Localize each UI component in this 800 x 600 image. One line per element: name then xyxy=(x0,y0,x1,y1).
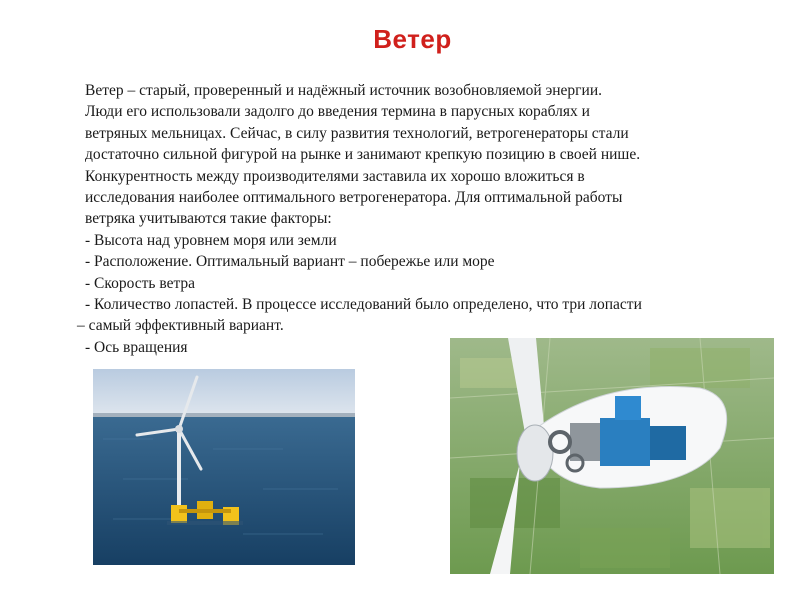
list-item-blades: - Количество лопастей. В процессе исследований было определено, что три лопасти xyxy=(85,296,642,314)
slide-title: Ветер xyxy=(373,24,452,54)
list-item-blades-cont: – самый эффективный вариант. xyxy=(77,317,284,335)
text-line: Конкурентность между производителями заставила их хорошо вложиться в xyxy=(85,167,585,185)
text-line: ветряных мельницах. Сейчас, в силу развития технологий, ветрогенераторы стали xyxy=(85,124,629,142)
list-item-location: - Расположение. Оптимальный вариант – побережье или море xyxy=(85,253,495,271)
slide-body-text xyxy=(77,80,745,358)
text-line: Ветер – старый, проверенный и надёжный источник возобновляемой энергии. xyxy=(85,82,603,99)
text-line: достаточно сильной фигурой на рынке и занимают крепкую позицию в своей нише. xyxy=(85,146,641,164)
turbine-nacelle-photo xyxy=(450,338,774,574)
list-item-axis: - Ось вращения xyxy=(85,338,188,356)
text-line: исследования наиболее оптимального ветрогенератора. Для оптимальной работы xyxy=(85,189,623,207)
list-item-height: - Высота над уровнем моря или земли xyxy=(85,231,337,249)
text-line: Люди его использовали задолго до введения термина в парусных кораблях и xyxy=(85,103,590,121)
text-line: ветряка учитываются такие факторы: xyxy=(85,210,332,228)
list-item-wind-speed: - Скорость ветра xyxy=(85,274,196,292)
offshore-turbine-photo xyxy=(93,369,355,565)
